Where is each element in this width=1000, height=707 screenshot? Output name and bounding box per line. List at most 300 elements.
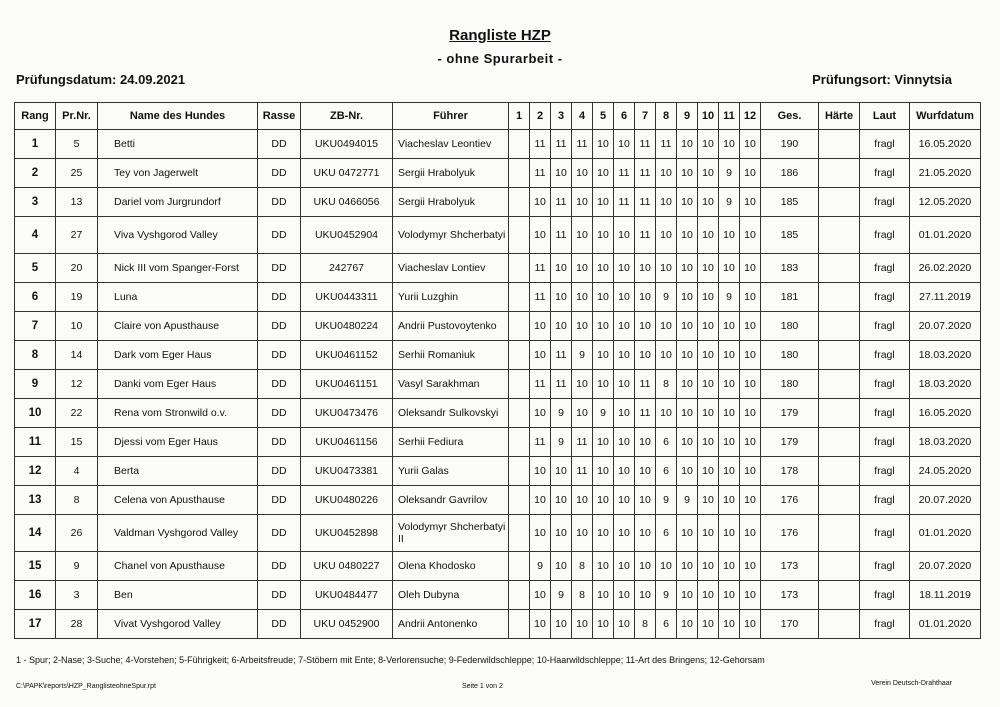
handler-cell: Yurii Galas <box>393 457 509 486</box>
breed-cell: DD <box>258 428 301 457</box>
voice-cell: fragl <box>860 283 910 312</box>
score-cell: 10 <box>740 217 761 254</box>
score-cell <box>509 552 530 581</box>
table-row <box>15 370 981 399</box>
score-cell: 11 <box>572 428 593 457</box>
breed-cell: DD <box>258 399 301 428</box>
score-cell: 10 <box>593 552 614 581</box>
dog-name-cell: Chanel von Apusthause <box>98 552 258 581</box>
score-cell: 10 <box>530 457 551 486</box>
score-cell: 10 <box>593 581 614 610</box>
column-header: 9 <box>677 103 698 130</box>
voice-cell: fragl <box>860 552 910 581</box>
rank-cell: 6 <box>15 283 56 312</box>
column-header: 8 <box>656 103 677 130</box>
score-cell: 9 <box>530 552 551 581</box>
registry-number-cell: UKU0461151 <box>301 370 393 399</box>
hardness-cell <box>819 457 860 486</box>
score-cell: 10 <box>572 217 593 254</box>
column-header: 10 <box>698 103 719 130</box>
score-cell: 10 <box>593 341 614 370</box>
birth-date-cell: 24.05.2020 <box>910 457 981 486</box>
score-cell: 6 <box>656 610 677 639</box>
score-cell: 10 <box>614 457 635 486</box>
dog-name-cell: Vivat Vyshgorod Valley <box>98 610 258 639</box>
score-cell: 11 <box>530 428 551 457</box>
dog-name-cell: Djessi vom Eger Haus <box>98 428 258 457</box>
score-cell: 10 <box>698 254 719 283</box>
score-cell: 10 <box>677 581 698 610</box>
score-cell <box>509 428 530 457</box>
column-header: 3 <box>551 103 572 130</box>
dog-name-cell: Rena vom Stronwild o.v. <box>98 399 258 428</box>
table-header-row <box>15 103 981 130</box>
handler-cell: Oleksandr Sulkovskyi <box>393 399 509 428</box>
score-cell: 8 <box>572 552 593 581</box>
voice-cell: fragl <box>860 188 910 217</box>
score-cell <box>509 457 530 486</box>
rank-cell: 8 <box>15 341 56 370</box>
total-cell: 183 <box>761 254 819 283</box>
document-title: Rangliste HZP <box>449 27 551 44</box>
score-cell: 10 <box>656 159 677 188</box>
score-cell <box>509 370 530 399</box>
score-cell: 10 <box>677 283 698 312</box>
score-cell: 10 <box>740 515 761 552</box>
score-cell: 10 <box>530 399 551 428</box>
registry-number-cell: UKU 0480227 <box>301 552 393 581</box>
breed-cell: DD <box>258 581 301 610</box>
score-cell: 10 <box>698 457 719 486</box>
birth-date-cell: 16.05.2020 <box>910 130 981 159</box>
score-cell: 10 <box>740 341 761 370</box>
score-cell <box>509 188 530 217</box>
breed-cell: DD <box>258 283 301 312</box>
voice-cell: fragl <box>860 515 910 552</box>
exam-number-cell: 19 <box>56 283 98 312</box>
birth-date-cell: 18.11.2019 <box>910 581 981 610</box>
score-cell: 9 <box>719 283 740 312</box>
score-cell: 10 <box>614 428 635 457</box>
score-cell: 10 <box>551 159 572 188</box>
score-cell: 11 <box>530 159 551 188</box>
dog-name-cell: Ben <box>98 581 258 610</box>
score-cell: 10 <box>572 283 593 312</box>
score-cell: 10 <box>614 312 635 341</box>
rank-cell: 12 <box>15 457 56 486</box>
column-header: Führer <box>393 103 509 130</box>
score-cell: 9 <box>572 341 593 370</box>
score-cell: 10 <box>719 312 740 341</box>
exam-number-cell: 3 <box>56 581 98 610</box>
score-cell: 10 <box>572 610 593 639</box>
score-cell: 10 <box>698 283 719 312</box>
rank-cell: 14 <box>15 515 56 552</box>
handler-cell: Oleh Dubyna <box>393 581 509 610</box>
birth-date-cell: 18.03.2020 <box>910 341 981 370</box>
score-cell: 10 <box>698 217 719 254</box>
score-cell: 9 <box>677 486 698 515</box>
score-cell: 10 <box>656 217 677 254</box>
score-cell: 10 <box>530 610 551 639</box>
score-cell: 10 <box>614 610 635 639</box>
total-cell: 190 <box>761 130 819 159</box>
table-row <box>15 399 981 428</box>
score-cell: 10 <box>719 130 740 159</box>
hardness-cell <box>819 370 860 399</box>
score-cell: 10 <box>719 217 740 254</box>
score-cell: 11 <box>572 130 593 159</box>
exam-number-cell: 9 <box>56 552 98 581</box>
score-cell: 10 <box>530 188 551 217</box>
score-cell: 11 <box>635 130 656 159</box>
voice-cell: fragl <box>860 486 910 515</box>
footer-path: C:\PAPK\reports\HZP_RanglisteohneSpur.rpt <box>16 683 156 690</box>
hardness-cell <box>819 581 860 610</box>
table-row <box>15 610 981 639</box>
total-cell: 185 <box>761 188 819 217</box>
hardness-cell <box>819 428 860 457</box>
breed-cell: DD <box>258 312 301 341</box>
score-cell: 10 <box>593 130 614 159</box>
score-cell: 10 <box>719 515 740 552</box>
birth-date-cell: 20.07.2020 <box>910 486 981 515</box>
hardness-cell <box>819 341 860 370</box>
score-cell: 10 <box>677 515 698 552</box>
score-cell: 11 <box>551 341 572 370</box>
birth-date-cell: 21.05.2020 <box>910 159 981 188</box>
score-cell: 10 <box>719 581 740 610</box>
score-cell: 10 <box>572 159 593 188</box>
table-row <box>15 428 981 457</box>
score-cell: 10 <box>593 283 614 312</box>
score-cell: 10 <box>614 370 635 399</box>
score-cell: 10 <box>740 370 761 399</box>
hardness-cell <box>819 130 860 159</box>
birth-date-cell: 18.03.2020 <box>910 428 981 457</box>
handler-cell: Andrii Antonenko <box>393 610 509 639</box>
score-cell: 10 <box>614 130 635 159</box>
footer-page: Seite 1 von 2 <box>462 683 503 690</box>
column-header: Rasse <box>258 103 301 130</box>
total-cell: 173 <box>761 581 819 610</box>
registry-number-cell: UKU0494015 <box>301 130 393 159</box>
score-cell: 10 <box>719 610 740 639</box>
dog-name-cell: Nick III vom Spanger-Forst <box>98 254 258 283</box>
dog-name-cell: Dark vom Eger Haus <box>98 341 258 370</box>
breed-cell: DD <box>258 159 301 188</box>
total-cell: 176 <box>761 486 819 515</box>
column-header: 2 <box>530 103 551 130</box>
score-cell: 10 <box>551 515 572 552</box>
score-cell: 10 <box>698 130 719 159</box>
score-cell: 10 <box>719 457 740 486</box>
score-cell: 10 <box>656 254 677 283</box>
score-cell: 10 <box>740 130 761 159</box>
score-cell: 10 <box>635 283 656 312</box>
score-cell: 10 <box>530 581 551 610</box>
exam-number-cell: 22 <box>56 399 98 428</box>
birth-date-cell: 27.11.2019 <box>910 283 981 312</box>
score-cell <box>509 312 530 341</box>
score-cell: 11 <box>635 370 656 399</box>
score-cell: 10 <box>677 399 698 428</box>
table-row <box>15 486 981 515</box>
rank-cell: 10 <box>15 399 56 428</box>
score-cell <box>509 486 530 515</box>
score-cell: 10 <box>614 217 635 254</box>
handler-cell: Serhii Fediura <box>393 428 509 457</box>
score-cell <box>509 341 530 370</box>
score-cell: 10 <box>593 370 614 399</box>
breed-cell: DD <box>258 457 301 486</box>
score-cell: 10 <box>551 312 572 341</box>
breed-cell: DD <box>258 217 301 254</box>
score-cell: 10 <box>635 515 656 552</box>
score-cell: 10 <box>551 254 572 283</box>
score-cell: 8 <box>656 370 677 399</box>
score-cell <box>509 217 530 254</box>
handler-cell: Olena Khodosko <box>393 552 509 581</box>
table-row <box>15 515 981 552</box>
birth-date-cell: 01.01.2020 <box>910 610 981 639</box>
registry-number-cell: UKU 0466056 <box>301 188 393 217</box>
hardness-cell <box>819 610 860 639</box>
table-row <box>15 283 981 312</box>
score-cell: 11 <box>656 130 677 159</box>
score-cell: 10 <box>719 254 740 283</box>
score-cell: 11 <box>614 159 635 188</box>
score-cell: 10 <box>698 581 719 610</box>
column-header: Pr.Nr. <box>56 103 98 130</box>
column-header: 11 <box>719 103 740 130</box>
score-cell: 10 <box>572 399 593 428</box>
hardness-cell <box>819 159 860 188</box>
column-header: Name des Hundes <box>98 103 258 130</box>
score-cell <box>509 610 530 639</box>
registry-number-cell: UKU 0472771 <box>301 159 393 188</box>
handler-cell: Viacheslav Lontiev <box>393 254 509 283</box>
voice-cell: fragl <box>860 217 910 254</box>
table-row <box>15 130 981 159</box>
score-cell: 10 <box>593 312 614 341</box>
score-cell: 10 <box>656 341 677 370</box>
legend: 1 - Spur; 2-Nase; 3-Suche; 4-Vorstehen; 5-Führigkeit; 6-Arbeitsfreude; 7-Stöbern mit Ente; 8-Verlorensuche; 9-Federwildschleppe; 10-Haarwildschleppe; 11-Art des Bringens; 12-Gehorsam <box>16 655 765 665</box>
score-cell: 10 <box>530 341 551 370</box>
hardness-cell <box>819 312 860 341</box>
total-cell: 181 <box>761 283 819 312</box>
voice-cell: fragl <box>860 341 910 370</box>
score-cell: 11 <box>551 217 572 254</box>
handler-cell: Volodymyr Shcherbatyi <box>393 217 509 254</box>
document-subtitle: - ohne Spurarbeit - <box>437 51 563 66</box>
breed-cell: DD <box>258 486 301 515</box>
score-cell: 10 <box>635 254 656 283</box>
voice-cell: fragl <box>860 581 910 610</box>
hardness-cell <box>819 254 860 283</box>
registry-number-cell: 242767 <box>301 254 393 283</box>
voice-cell: fragl <box>860 130 910 159</box>
total-cell: 180 <box>761 370 819 399</box>
score-cell: 9 <box>719 159 740 188</box>
dog-name-cell: Luna <box>98 283 258 312</box>
score-cell: 9 <box>719 188 740 217</box>
score-cell: 10 <box>635 486 656 515</box>
score-cell: 10 <box>677 610 698 639</box>
score-cell: 10 <box>656 552 677 581</box>
breed-cell: DD <box>258 552 301 581</box>
table-row <box>15 188 981 217</box>
exam-number-cell: 28 <box>56 610 98 639</box>
birth-date-cell: 01.01.2020 <box>910 217 981 254</box>
score-cell: 10 <box>551 486 572 515</box>
dog-name-cell: Dariel vom Jurgrundorf <box>98 188 258 217</box>
score-cell: 10 <box>572 370 593 399</box>
score-cell: 10 <box>698 188 719 217</box>
score-cell: 10 <box>614 515 635 552</box>
column-header: 1 <box>509 103 530 130</box>
rank-cell: 3 <box>15 188 56 217</box>
score-cell: 8 <box>635 610 656 639</box>
voice-cell: fragl <box>860 610 910 639</box>
hardness-cell <box>819 515 860 552</box>
total-cell: 180 <box>761 341 819 370</box>
breed-cell: DD <box>258 188 301 217</box>
score-cell: 10 <box>698 399 719 428</box>
breed-cell: DD <box>258 341 301 370</box>
score-cell: 10 <box>677 217 698 254</box>
exam-number-cell: 26 <box>56 515 98 552</box>
score-cell: 10 <box>677 312 698 341</box>
registry-number-cell: UKU0452904 <box>301 217 393 254</box>
breed-cell: DD <box>258 370 301 399</box>
hardness-cell <box>819 188 860 217</box>
column-header: 7 <box>635 103 656 130</box>
exam-place: Prüfungsort: Vinnytsia <box>812 72 952 87</box>
score-cell: 10 <box>740 486 761 515</box>
score-cell: 10 <box>740 457 761 486</box>
dog-name-cell: Claire von Apusthause <box>98 312 258 341</box>
score-cell: 9 <box>656 283 677 312</box>
rank-cell: 1 <box>15 130 56 159</box>
score-cell: 10 <box>572 188 593 217</box>
score-cell: 10 <box>698 312 719 341</box>
score-cell: 10 <box>593 217 614 254</box>
score-cell: 8 <box>572 581 593 610</box>
score-cell: 10 <box>656 399 677 428</box>
column-header: 12 <box>740 103 761 130</box>
rank-cell: 15 <box>15 552 56 581</box>
score-cell: 10 <box>614 581 635 610</box>
score-cell: 10 <box>698 341 719 370</box>
score-cell: 10 <box>740 254 761 283</box>
hardness-cell <box>819 486 860 515</box>
registry-number-cell: UKU0473476 <box>301 399 393 428</box>
score-cell: 10 <box>740 188 761 217</box>
score-cell: 10 <box>614 254 635 283</box>
registry-number-cell: UKU0461152 <box>301 341 393 370</box>
score-cell: 10 <box>530 486 551 515</box>
score-cell: 10 <box>677 159 698 188</box>
score-cell: 9 <box>551 399 572 428</box>
score-cell: 10 <box>719 486 740 515</box>
exam-number-cell: 20 <box>56 254 98 283</box>
ranking-table <box>14 102 981 639</box>
score-cell: 10 <box>677 457 698 486</box>
score-cell: 10 <box>740 312 761 341</box>
score-cell: 10 <box>677 552 698 581</box>
score-cell: 10 <box>551 283 572 312</box>
column-header: ZB-Nr. <box>301 103 393 130</box>
total-cell: 186 <box>761 159 819 188</box>
hardness-cell <box>819 283 860 312</box>
column-header: 6 <box>614 103 635 130</box>
registry-number-cell: UKU 0452900 <box>301 610 393 639</box>
handler-cell: Vasyl Sarakhman <box>393 370 509 399</box>
registry-number-cell: UKU0480226 <box>301 486 393 515</box>
column-header: Härte <box>819 103 860 130</box>
score-cell: 11 <box>530 254 551 283</box>
hardness-cell <box>819 552 860 581</box>
handler-cell: Yurii Luzghin <box>393 283 509 312</box>
score-cell: 10 <box>740 428 761 457</box>
total-cell: 170 <box>761 610 819 639</box>
score-cell: 10 <box>635 428 656 457</box>
total-cell: 179 <box>761 399 819 428</box>
column-header: 4 <box>572 103 593 130</box>
table-row <box>15 457 981 486</box>
registry-number-cell: UKU0484477 <box>301 581 393 610</box>
score-cell: 10 <box>530 312 551 341</box>
score-cell: 10 <box>740 552 761 581</box>
exam-number-cell: 12 <box>56 370 98 399</box>
voice-cell: fragl <box>860 457 910 486</box>
dog-name-cell: Danki vom Eger Haus <box>98 370 258 399</box>
score-cell: 10 <box>593 159 614 188</box>
hardness-cell <box>819 399 860 428</box>
score-cell: 11 <box>614 188 635 217</box>
table-row <box>15 254 981 283</box>
registry-number-cell: UKU0473381 <box>301 457 393 486</box>
exam-number-cell: 25 <box>56 159 98 188</box>
rank-cell: 7 <box>15 312 56 341</box>
dog-name-cell: Berta <box>98 457 258 486</box>
score-cell <box>509 283 530 312</box>
score-cell: 9 <box>656 486 677 515</box>
score-cell: 10 <box>677 130 698 159</box>
dog-name-cell: Viva Vyshgorod Valley <box>98 217 258 254</box>
handler-cell: Sergii Hrabolyuk <box>393 188 509 217</box>
breed-cell: DD <box>258 254 301 283</box>
score-cell: 10 <box>740 399 761 428</box>
handler-cell: Andrii Pustovoytenko <box>393 312 509 341</box>
score-cell: 6 <box>656 515 677 552</box>
exam-number-cell: 10 <box>56 312 98 341</box>
score-cell: 11 <box>635 399 656 428</box>
rank-cell: 17 <box>15 610 56 639</box>
score-cell: 11 <box>572 457 593 486</box>
score-cell: 10 <box>656 188 677 217</box>
total-cell: 173 <box>761 552 819 581</box>
total-cell: 180 <box>761 312 819 341</box>
birth-date-cell: 20.07.2020 <box>910 552 981 581</box>
voice-cell: fragl <box>860 399 910 428</box>
rank-cell: 2 <box>15 159 56 188</box>
score-cell: 10 <box>530 515 551 552</box>
exam-number-cell: 8 <box>56 486 98 515</box>
score-cell: 10 <box>614 283 635 312</box>
score-cell: 10 <box>614 399 635 428</box>
